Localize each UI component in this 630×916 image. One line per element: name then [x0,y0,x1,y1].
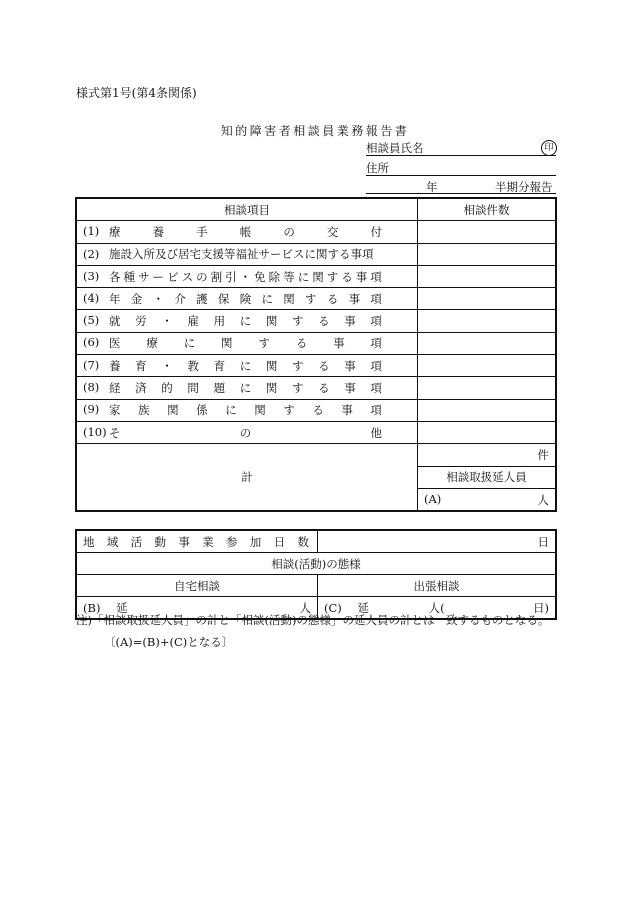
days-char: 事 [178,534,190,549]
item-char: 事 [341,403,353,418]
item-char: 関 [283,291,295,306]
item-char: 等 [283,269,295,284]
item-cell [76,265,418,287]
item-number: (2) [83,247,100,262]
item-char: 項 [370,403,382,418]
item-number: (4) [83,290,100,305]
item-char: の [196,269,208,284]
persons-cell[interactable] [418,488,557,511]
item-char: 除 [268,269,281,284]
item-char: ビ [167,269,179,284]
count-cell[interactable] [418,332,557,354]
item-char: ス [181,269,194,284]
address-field[interactable] [366,160,556,176]
days-char: 数 [297,534,309,549]
counselor-name-field[interactable] [366,140,556,156]
item-char: 養 [109,358,121,373]
activity-table [75,529,557,620]
days-char: 動 [154,534,166,549]
count-cell[interactable] [418,265,557,287]
item-char: の [283,224,295,239]
days-char: 活 [130,534,143,549]
count-unit: 件 [537,447,549,462]
table-row [76,355,556,377]
table-row [76,377,556,399]
item-char: 育 [135,358,147,373]
item-char: 項 [370,269,382,284]
item-char: す [258,336,270,351]
item-char: 種 [123,269,136,284]
persons-label: 相談取扱延人員 [418,466,557,488]
item-char: に [183,336,196,351]
days-char: 地 [83,534,95,549]
table-row [76,288,556,310]
item-char: 関 [312,269,324,284]
item-label [109,380,382,396]
item-char: 険 [239,291,252,306]
table-row [76,421,556,443]
item-label [109,402,382,418]
item-char: 係 [196,403,208,418]
item-char: 事 [333,336,345,351]
item-char: 題 [213,381,226,396]
activity-days-cell[interactable] [318,530,557,553]
item-char: 交 [326,224,339,239]
item-cell [76,310,418,332]
item-char: 関 [265,358,278,373]
item-char: 的 [161,381,173,396]
item-char: 事 [355,269,368,284]
item-cell [76,399,418,421]
c-unit: 人( [428,600,445,615]
item-char: サ [138,269,150,284]
item-char: 療 [109,224,121,239]
item-char: 事 [344,358,356,373]
seal-icon: 印 [541,140,557,156]
item-char: 事 [344,314,356,329]
item-number: (3) [83,268,100,283]
period-label: 半期分報告 [495,180,553,194]
total-count-cell[interactable] [418,444,557,466]
c-label: 延 [357,600,369,615]
persons-code: (A) [424,491,442,506]
count-cell[interactable] [418,310,557,332]
item-char: 問 [187,381,199,396]
item-char: に [239,314,252,329]
b-label: 延 [116,600,128,615]
item-char: す [291,314,304,329]
item-char: 医 [109,336,121,351]
days-char: 業 [202,534,214,549]
address-label: 住所 [366,161,389,175]
item-char: 割 [210,269,223,284]
item-cell [76,332,418,354]
consultation-table [75,197,557,512]
item-char: 他 [370,425,382,440]
c-days-unit: 日) [533,600,549,615]
item-label [109,425,382,441]
item-char: 項 [370,291,382,306]
item-char: 項 [370,336,382,351]
item-char: ・ [161,358,173,373]
item-label [109,313,382,329]
item-cell [76,221,418,243]
item-char: る [295,336,308,351]
table-row [76,265,556,287]
item-char: ・ [239,269,252,284]
item-number: (8) [83,380,100,395]
item-cell [76,288,418,310]
item-char: す [291,358,304,373]
item-char: 関 [221,336,233,351]
item-char: 済 [135,381,147,396]
item-char: ・ [161,314,173,329]
item-label [109,291,382,307]
item-char: そ [109,425,121,440]
item-char: 手 [196,224,208,239]
count-cell[interactable] [418,421,557,443]
col-header-item: 相談項目 [76,198,418,221]
home-consult-label: 自宅相談 [76,575,318,597]
item-char: 経 [109,381,121,396]
table-row [76,243,556,265]
count-cell[interactable] [418,377,557,399]
item-char: 療 [146,336,158,351]
item-number: (6) [83,335,100,350]
mode-label: 相談(活動)の態様 [76,553,556,575]
days-char: 域 [106,534,119,549]
b-code: (B) [83,600,101,615]
item-char: 養 [152,224,165,239]
table-row [76,221,556,243]
item-char: 関 [167,403,179,418]
item-char: 護 [196,291,208,306]
item-char: す [326,269,339,284]
item-char: に [297,269,310,284]
col-header-count: 相談件数 [418,198,557,221]
visit-consult-label: 出張相談 [318,575,557,597]
item-char: る [326,291,339,306]
item-number: (9) [83,402,100,417]
count-cell[interactable] [418,221,557,243]
item-char: 用 [213,314,226,329]
count-cell[interactable] [418,355,557,377]
item-cell [76,243,418,265]
item-char: の [239,425,252,440]
item-char: す [291,381,304,396]
item-char: 教 [187,358,199,373]
item-label: 施設入所及び居宅支援等福祉サービスに関する事項 [109,247,374,262]
item-char: 項 [370,381,382,396]
item-char: 帳 [239,224,252,239]
item-char: 事 [348,291,361,306]
item-char: 事 [344,381,356,396]
persons-unit: 人 [537,492,549,507]
year-label: 年 [426,180,438,194]
count-cell[interactable] [418,243,557,265]
item-char: す [283,403,295,418]
item-char: に [239,358,252,373]
item-char: 項 [370,358,382,373]
item-label [109,358,382,374]
item-char: 関 [265,314,278,329]
item-char: 関 [265,381,278,396]
days-char: 参 [225,534,238,549]
note-line-1: 注)「相談取扱延人員」の計と「相談(活動)の態様」の延人員の計とは一致するものとなる。 [76,613,550,627]
item-char: る [341,269,353,284]
form-number: 様式第1号(第4条関係) [76,86,197,100]
item-char: 介 [174,291,186,306]
item-number: (5) [83,313,100,328]
item-cell [76,377,418,399]
count-cell[interactable] [418,288,557,310]
item-label [109,224,382,240]
item-char: 雇 [187,314,199,329]
days-char: 加 [249,534,262,549]
item-char: ・ [152,291,165,306]
table-row [76,399,556,421]
item-char: 項 [370,314,382,329]
item-char: 引 [225,269,237,284]
item-number: (10) [83,424,107,439]
note-line-2: 〔(A)=(B)+(C)となる〕 [104,635,234,649]
item-char: 就 [109,314,121,329]
item-char: ー [152,269,165,284]
c-code: (C) [324,600,342,615]
activity-days-label [76,530,318,553]
item-char: 関 [254,403,266,418]
table-row [76,310,556,332]
item-char: 族 [138,403,150,418]
item-char: る [318,358,330,373]
page-title: 知的障害者相談員業務報告書 [220,124,410,138]
item-char: 保 [217,291,230,306]
item-char: に [239,381,252,396]
item-char: 年 [109,291,121,306]
item-char: 育 [213,358,226,373]
item-char: に [261,291,273,306]
item-char: る [312,403,324,418]
item-char: す [305,291,317,306]
item-char: 労 [135,314,147,329]
item-char: 金 [130,291,143,306]
item-number: (7) [83,357,100,372]
item-char: 各 [109,269,121,284]
b-unit: 人 [299,600,311,615]
days-char: 日 [273,534,286,549]
total-label: 計 [76,444,418,511]
count-cell[interactable] [418,399,557,421]
item-number: (1) [83,223,100,238]
item-label [109,335,382,351]
item-char: る [318,381,330,396]
item-char: 家 [109,403,121,418]
item-char: る [318,314,330,329]
item-cell [76,421,418,443]
item-char: 付 [370,224,382,239]
item-char: 免 [254,269,266,284]
item-label [109,269,382,285]
item-cell [76,355,418,377]
item-char: に [225,403,237,418]
table-row [76,332,556,354]
days-unit: 日 [537,534,549,549]
counselor-name-label: 相談員氏名 [366,141,424,155]
